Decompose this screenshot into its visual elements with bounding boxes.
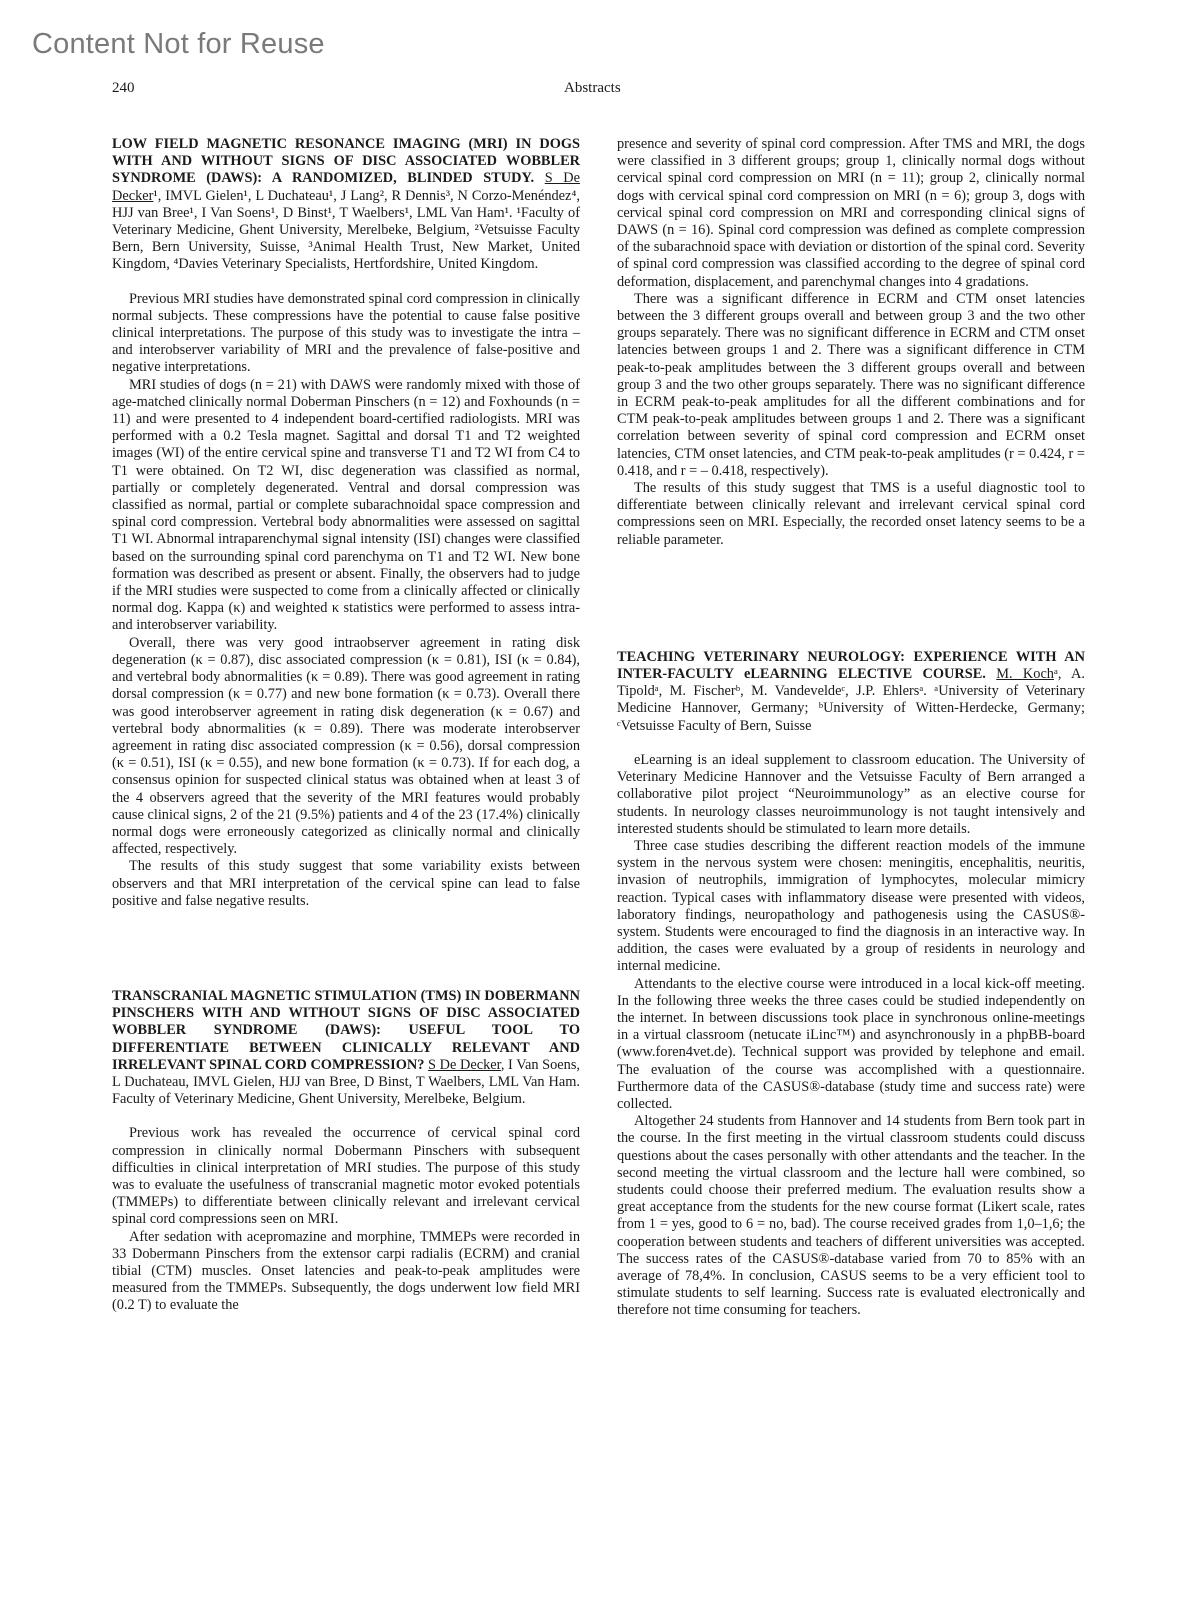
presenting-author: S De Decker (112, 170, 580, 204)
abstract-header (112, 136, 580, 274)
author-list: , I Van Soens, L Duchateau, IMVL Gielen, HJJ van Bree, D Binst, T Waelbers, LML Van Ham. (112, 1056, 580, 1090)
paragraph: Attendants to the elective course were introduced in a local kick-off meeting. In the following three weeks the three cases could be studied independently on the internet. In between discussions took place in synchronous online-meetings in a virtual classroom (netucate iLinc™) and asynchronously in a phpBB-board (www.foren4vet.de). Technical support was provided by telephone and email. The evaluation of the course was accomplished with a questionnaire. Furthermore data of the CASUS®-database (study time and success rate) were collected. (617, 975, 1085, 1112)
paragraph: After sedation with acepromazine and morphine, TMMEPs were recorded in 33 Dobermann Pinschers from the extensor carpi radialis (ECRM) and cranial tibial (CTM) muscles. Onset latencies and peak-to-peak amplitudes were measured from the TMMEPs. Subsequently, the dogs underwent low field MRI (0.2 T) to evaluate the (112, 1228, 580, 1314)
paragraph: Three case studies describing the different reaction models of the immune system in the nervous system were chosen: meningitis, encephalitis, neuritis, invasion of neutrophils, immigration of lymphocytes, molecular mimicry reaction. Typical cases with inflammatory disease were presented with videos, laboratory findings, neuropathology and pathogenesis using the CASUS®-system. Students were encouraged to find the diagnosis in an interactive way. In addition, the cases were evaluated by a group of residents in neurology and internal medicine. (617, 837, 1085, 975)
paragraph: MRI studies of dogs (n = 21) with DAWS were randomly mixed with those of age-matched clinically normal Doberman Pinschers (n = 12) and Foxhounds (n = 11) and were presented to 4 independent board-certified radiologists. MRI was performed with a 0.2 Tesla magnet. Sagittal and dorsal T1 and T2 weighted images (WI) of the entire cervical spine and transverse T1 and T2 WI from C4 to T1 were obtained. On T2 WI, disc degeneration was classified as normal, partially or completely degenerated. Ventral and dorsal compression was classified as normal, partial or complete subarachnoidal space compression and spinal cord compression. Vertebral body abnormalities were assessed on sagittal T1 WI. Abnormal intraparenchymal signal intensity (ISI) changes were classified based on the surrounding spinal cord parenchyma on T1 and T2 WI. New bone formation was described as present or absent. Finally, the observers had to judge if the MRI studies were suspected to come from a clinically affected or clinically normal dog. Kappa (κ) and weighted κ statistics were performed to assess intra- and interobserver variability. (112, 376, 580, 634)
running-head: Abstracts (564, 80, 621, 96)
abstract-header (617, 649, 1085, 735)
abstract-separator (112, 910, 580, 988)
abstract-title: TEACHING VETERINARY NEUROLOGY: EXPERIENCE WITH AN INTER-FACULTY eLEARNING ELECTIVE COURSE. (617, 648, 1085, 683)
paragraph: There was a significant difference in ECRM and CTM onset latencies between the 3 different groups overall and between group 3 and the two other groups separately. There was no significant difference in ECRM and CTM onset latencies between groups 1 and 2. There was a significant difference in CTM peak-to-peak amplitudes between the 3 different groups overall and between group 3 and the two other groups separately. There was no significant difference in ECRM peak-to-peak amplitudes for all the different combinations and for CTM peak-to-peak amplitudes between groups 1 and 2. There was a significant correlation between severity of spinal cord compression and ECRM onset latencies, CTM onset latencies, and CTM peak-to-peak amplitudes (r = 0.424, r = 0.418, and r = – 0.418, respectively). (617, 290, 1085, 479)
paragraph: Altogether 24 students from Hannover and 14 students from Bern took part in the course. In the first meeting in the virtual classroom students could discuss questions about the cases personally with other attendants and the teacher. In the second meeting the virtual classroom and the lecture hall were combined, so students could choose their preferred medium. The evaluation results show a great acceptance from the students for the new course format (Likert scale, rates from 1 = yes, good to 6 = no, bad). The course received grades from 1,0–1,6; the cooperation between students and teachers of different universities was accepted. The success rates of the CASUS®-database varied from 70 to 85% with an average of 78,4%. In conclusion, CASUS seems to be a very efficient tool to stimulate students to self learning. Success rate is evaluated electronically and therefore not time consuming for teachers. (617, 1113, 1085, 1319)
abstract-title: TRANSCRANIAL MAGNETIC STIMULATION (TMS) IN DOBERMANN PINSCHERS WITH AND WITHOUT SIGNS OF DISC ASSOCIATED WOBBLER SYNDROME (DAWS): USEFUL TOOL TO DIFFERENTIATE BETWEEN CLINICALLY RELEVANT AND IRRELEVANT SPINAL CORD COMPRESSION? (112, 987, 580, 1073)
paragraph: The results of this study suggest that some variability exists between observers and that MRI interpretation of the cervical spine can lead to false positive and false negative results. (112, 858, 580, 909)
watermark: Content Not for Reuse (32, 28, 325, 60)
page-number: 240 (112, 80, 135, 96)
paragraph: Overall, there was very good intraobserver agreement in rating disk degeneration (κ = 0.87), disc associated compression (κ = 0.81), ISI (κ = 0.84), and vertebral body abnormalities (κ = 0.89). There was good agreement in rating dorsal compression (κ = 0.77) and new bone formation (κ = 0.73). Overall there was good interobserver agreement in rating disk degeneration (κ = 0.67) and vertebral body abnormalities (κ = 0.89). There was moderate interobserver agreement in rating disc associated compression (κ = 0.56), dorsal compression (κ = 0.51), ISI (κ = 0.55), and new bone formation (κ = 0.73). If for each dog, a consensus opinion for suspected clinical status was obtained when at least 3 of the 4 observers agreed that the severity of the MRI features would probably cause clinical signs, 2 of the 21 (9.5%) patients and 4 of the 23 (17.4%) clinically normal dogs were erroneously categorized as clinically normal and clinically affected, respectively. (112, 634, 580, 858)
abstract-body (112, 291, 580, 910)
presenting-author: S De Decker (428, 1056, 501, 1073)
author-list: ᵃ, A. Tipoldᵃ, M. Fischerᵇ, M. Vandeveldeᶜ, J.P. Ehlersᵃ. (617, 666, 1085, 700)
abstract-separator (617, 549, 1085, 649)
author-list: ¹, IMVL Gielen¹, L Duchateau¹, J Lang², R Dennis³, N Corzo-Menéndez⁴, HJJ van Bree¹, I Van Soens¹, D Binst¹, T Waelbers¹, LML Van Ham¹. (112, 187, 580, 221)
left-column (112, 136, 580, 1315)
abstract-body (112, 1125, 580, 1314)
abstract-title: LOW FIELD MAGNETIC RESONANCE IMAGING (MRI) IN DOGS WITH AND WITHOUT SIGNS OF DISC ASSOCIATED WOBBLER SYNDROME (DAWS): A RANDOMIZED, BLINDED STUDY. (112, 136, 580, 187)
right-column (617, 136, 1085, 1320)
abstract-tms (112, 988, 580, 1315)
paragraph: eLearning is an ideal supplement to classroom education. The University of Veterinary Medicine Hannover and the Vetsuisse Faculty of Bern arranged a collaborative pilot project “Neuroimmunology” as an elective course for students. In neurology classes neuroimmunology is not taught intensively and interested students should be stimulated to learn more details. (617, 751, 1085, 837)
paragraph: presence and severity of spinal cord compression. After TMS and MRI, the dogs were classified in 3 different groups; group 1, clinically normal dogs without cervical spinal cord compression on MRI (n = 11); group 2, clinically normal dogs with cervical spinal cord compression on MRI (n = 6); group 3, dogs with cervical spinal cord compression on MRI and corresponding clinical signs of DAWS (n = 16). Spinal cord compression was defined as complete compression of the subarachnoid space with deviation or distortion of the spinal cord. Severity of spinal cord compression was classified according to the degree of spinal cord deformation, displacement, and parenchymal changes into 4 gradations. (617, 136, 1085, 290)
paragraph: Previous MRI studies have demonstrated spinal cord compression in clinically normal subjects. These compressions have the potential to cause false positive clinical interpretations. The purpose of this study was to investigate the intra –and interobserver variability of MRI and the prevalence of false-positive and negative interpretations. (112, 290, 580, 376)
paragraph: The results of this study suggest that TMS is a useful diagnostic tool to differentiate between clinically relevant and irrelevant cervical spinal cord compressions seen on MRI. Especially, the recorded onset latency seems to be a reliable parameter. (617, 480, 1085, 548)
affiliations: ᵃUniversity of Veterinary Medicine Hannover, Germany; ᵇUniversity of Witten-Herdecke, Germany; ᶜVetsuisse Faculty of Bern, Suisse (617, 683, 1085, 734)
abstract-body (617, 136, 1085, 549)
abstract-header (112, 988, 580, 1108)
abstract-mri (112, 136, 580, 910)
presenting-author: M. Koch (996, 666, 1054, 683)
abstract-tms-continued (617, 136, 1085, 549)
affiliations: Faculty of Veterinary Medicine, Ghent University, Merelbeke, Belgium. (112, 1091, 526, 1108)
abstract-body (617, 752, 1085, 1320)
abstract-elearning (617, 649, 1085, 1320)
paragraph: Previous work has revealed the occurrence of cervical spinal cord compression in clinically normal Dobermann Pinschers with subsequent difficulties in clinical interpretation of MRI studies. The purpose of this study was to evaluate the usefulness of transcranial magnetic motor evoked potentials (TMMEPs) to differentiate between clinically relevant and irrelevant cervical spinal cord compressions seen on MRI. (112, 1125, 580, 1228)
affiliations: ¹Faculty of Veterinary Medicine, Ghent University, Merelbeke, Belgium, ²Vetsuisse Faculty Bern, Bern University, Suisse, ³Animal Health Trust, New Market, United Kingdom, ⁴Davies Veterinary Specialists, Hertfordshire, United Kingdom. (112, 204, 581, 273)
